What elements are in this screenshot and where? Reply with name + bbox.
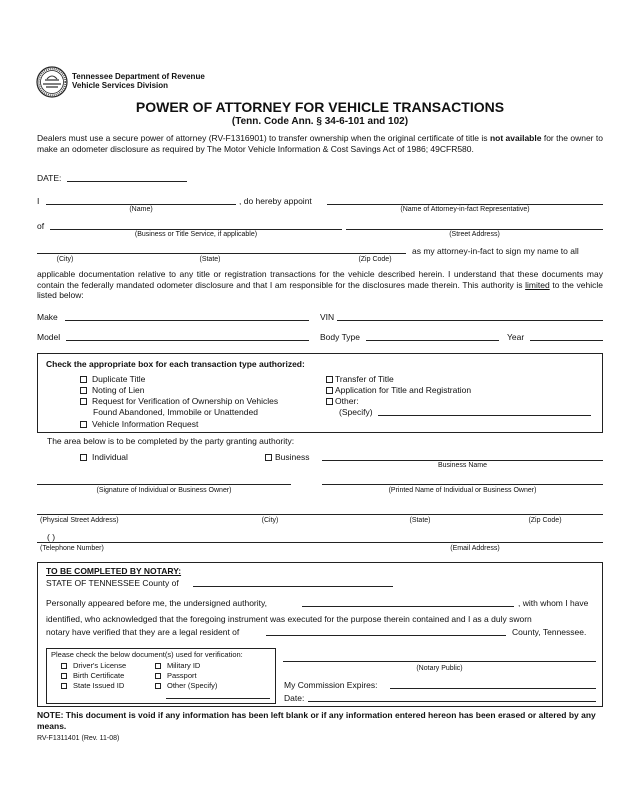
year-label: Year bbox=[507, 332, 525, 342]
division-name: Vehicle Services Division bbox=[72, 81, 169, 90]
grantor-zip-caption: (Zip Code) bbox=[528, 517, 562, 524]
checkbox-other[interactable] bbox=[326, 396, 359, 406]
resident-county-field[interactable] bbox=[266, 635, 506, 636]
of-label: of bbox=[37, 221, 45, 231]
model-field[interactable] bbox=[66, 340, 309, 341]
checkbox-icon[interactable] bbox=[80, 421, 87, 428]
checkbox-vehicle-info-request[interactable] bbox=[80, 419, 198, 429]
option-label: State Issued ID bbox=[73, 681, 125, 690]
body-type-field[interactable] bbox=[366, 340, 499, 341]
county-tennessee: County, Tennessee. bbox=[512, 627, 587, 637]
notary-date-field[interactable] bbox=[308, 701, 596, 702]
county-field[interactable] bbox=[193, 586, 393, 587]
business-field[interactable] bbox=[50, 229, 342, 230]
printed-name-caption: (Printed Name of Individual or Business Owner) bbox=[388, 487, 537, 494]
street-field[interactable] bbox=[346, 229, 603, 230]
checkbox-application-title[interactable] bbox=[326, 385, 471, 395]
checkbox-birth-certificate[interactable] bbox=[61, 671, 124, 680]
checkbox-icon[interactable] bbox=[61, 663, 67, 669]
street-caption: (Street Address) bbox=[449, 231, 500, 238]
checkbox-business[interactable] bbox=[265, 452, 310, 462]
form-id: RV-F1311401 (Rev. 11-08) bbox=[37, 735, 120, 742]
checkbox-individual[interactable] bbox=[80, 452, 128, 462]
authority-limited: limited bbox=[525, 279, 550, 290]
checkbox-icon[interactable] bbox=[326, 387, 333, 394]
checkbox-drivers-license[interactable] bbox=[61, 661, 126, 670]
business-caption: (Business or Title Service, if applicable) bbox=[134, 231, 258, 238]
authority-text-1: applicable documentation relative to any title or registration transactions for the vehicle described herein. I understand that these documents may contain the federally mandated odometer disclosure and that I am responsible for the disclosures made therein. This authority is bbox=[37, 269, 603, 290]
option-label: Request for Verification of Ownership on Vehicles bbox=[92, 396, 279, 406]
state-county-label: STATE OF TENNESSEE County of bbox=[46, 578, 179, 588]
verification-continued: Found Abandoned, Immobile or Unattended bbox=[93, 407, 258, 417]
business-name-field[interactable] bbox=[322, 460, 603, 461]
verification-docs-heading: Please check the below document(s) used for verification: bbox=[51, 650, 243, 659]
vin-field[interactable] bbox=[337, 320, 603, 321]
checkbox-icon[interactable] bbox=[80, 387, 87, 394]
checkbox-noting-of-lien[interactable] bbox=[80, 385, 144, 395]
option-label: Other (Specify) bbox=[167, 681, 218, 690]
body-type-label: Body Type bbox=[320, 332, 361, 342]
phone-email-field[interactable] bbox=[37, 542, 603, 543]
checkbox-duplicate-title[interactable] bbox=[80, 374, 145, 384]
date-field[interactable] bbox=[67, 181, 187, 182]
checkbox-icon[interactable] bbox=[80, 454, 87, 461]
make-field[interactable] bbox=[65, 320, 309, 321]
i-label: I bbox=[37, 196, 40, 206]
vin-label: VIN bbox=[320, 312, 335, 322]
do-hereby-appoint: , do hereby appoint bbox=[239, 196, 312, 206]
authority-paragraph bbox=[37, 269, 603, 301]
option-label: Vehicle Information Request bbox=[92, 419, 199, 429]
checkbox-icon[interactable] bbox=[80, 398, 87, 405]
intro-paragraph bbox=[37, 133, 603, 155]
checkbox-state-id[interactable] bbox=[61, 681, 124, 690]
checkbox-icon[interactable] bbox=[155, 673, 161, 679]
specify-label: (Specify) bbox=[339, 407, 373, 417]
checkbox-icon[interactable] bbox=[61, 673, 67, 679]
intro-text-1: Dealers must use a secure power of attorney (RV-F1316901) to transfer ownership when the original certificate of title is bbox=[37, 133, 490, 143]
notary-public-caption: (Notary Public) bbox=[416, 665, 463, 672]
appeared-name-field[interactable] bbox=[302, 606, 514, 607]
notary-signature-field[interactable] bbox=[283, 661, 596, 662]
page-subtitle: (Tenn. Code Ann. § 34-6-101 and 102) bbox=[231, 116, 409, 127]
make-label: Make bbox=[37, 312, 58, 322]
other-doc-field[interactable] bbox=[166, 698, 270, 699]
notary-heading: TO BE COMPLETED BY NOTARY: bbox=[46, 566, 182, 576]
specify-field[interactable] bbox=[378, 415, 591, 416]
resident-label: notary have verified that they are a legal resident of bbox=[46, 627, 240, 637]
checkbox-military-id[interactable] bbox=[155, 661, 200, 670]
sign-text: as my attorney-in-fact to sign my name to all bbox=[412, 246, 579, 256]
checkbox-icon[interactable] bbox=[326, 398, 333, 405]
zip-caption: (Zip Code) bbox=[358, 256, 392, 263]
intro-bold: not available bbox=[489, 133, 542, 143]
authority-text-2: to the vehicle listed below: bbox=[37, 279, 604, 300]
notary-date-label: Date: bbox=[284, 693, 305, 703]
option-label: Individual bbox=[92, 452, 128, 462]
void-note: NOTE: This document is void if any information has been left blank or if any information entered hereon has been erased or altered by any means. bbox=[37, 710, 596, 731]
checkbox-icon[interactable] bbox=[155, 663, 161, 669]
physical-street-caption: (Physical Street Address) bbox=[40, 517, 119, 524]
intro-text-2: for the owner to make an odometer disclosure as required by The Motor Vehicle Information & Cost Savings Act of 1986; 49CFR580. bbox=[37, 133, 603, 154]
department-name: Tennessee Department of Revenue bbox=[72, 72, 205, 81]
checkbox-verification-ownership[interactable] bbox=[80, 396, 278, 406]
commission-field[interactable] bbox=[390, 688, 596, 689]
checkbox-icon[interactable] bbox=[265, 454, 272, 461]
option-label: Duplicate Title bbox=[92, 374, 146, 384]
name-caption: (Name) bbox=[129, 206, 153, 213]
transaction-heading: Check the appropriate box for each transaction type authorized: bbox=[46, 359, 305, 369]
business-name-caption: Business Name bbox=[437, 462, 488, 469]
signature-field[interactable] bbox=[37, 484, 291, 485]
checkbox-transfer-title[interactable] bbox=[326, 374, 394, 384]
appeared-label: Personally appeared before me, the undersigned authority, bbox=[46, 598, 267, 608]
checkbox-passport[interactable] bbox=[155, 671, 197, 680]
grantor-intro: The area below is to be completed by the party granting authority: bbox=[47, 436, 295, 446]
signature-caption: (Signature of Individual or Business Owner) bbox=[96, 487, 232, 494]
checkbox-icon[interactable] bbox=[326, 376, 333, 383]
checkbox-icon[interactable] bbox=[80, 376, 87, 383]
option-label: Other: bbox=[335, 396, 359, 406]
option-label: Business bbox=[275, 452, 310, 462]
grantor-city-caption: (City) bbox=[261, 517, 279, 524]
checkbox-other-doc[interactable] bbox=[155, 681, 217, 690]
option-label: Application for Title and Registration bbox=[335, 385, 472, 395]
phone-caption: (Telephone Number) bbox=[40, 545, 104, 552]
state-seal-icon bbox=[36, 66, 68, 98]
year-field[interactable] bbox=[530, 340, 603, 341]
state-seal bbox=[36, 66, 68, 98]
grantor-address-field[interactable] bbox=[37, 514, 603, 515]
with-whom-label: , with whom I have bbox=[518, 598, 589, 608]
grantor-state-caption: (State) bbox=[409, 517, 431, 524]
printed-name-field[interactable] bbox=[322, 484, 603, 485]
option-label: Passport bbox=[167, 671, 197, 680]
option-label: Birth Certificate bbox=[73, 671, 125, 680]
option-label: Military ID bbox=[167, 661, 201, 670]
city-state-zip-field[interactable] bbox=[37, 253, 406, 254]
page-title: POWER OF ATTORNEY FOR VEHICLE TRANSACTIONS bbox=[135, 99, 505, 115]
date-label: DATE: bbox=[37, 173, 62, 183]
option-label: Transfer of Title bbox=[335, 374, 394, 384]
city-caption: (City) bbox=[56, 256, 74, 263]
grantor-name-field[interactable] bbox=[46, 204, 236, 205]
checkbox-icon[interactable] bbox=[155, 683, 161, 689]
option-label: Driver's License bbox=[73, 661, 127, 670]
state-caption: (State) bbox=[199, 256, 221, 263]
checkbox-icon[interactable] bbox=[61, 683, 67, 689]
attorney-name-field[interactable] bbox=[327, 204, 603, 205]
option-label: Noting of Lien bbox=[92, 385, 145, 395]
attorney-caption: (Name of Attorney-in-fact Representative) bbox=[400, 206, 530, 213]
commission-label: My Commission Expires: bbox=[284, 680, 378, 690]
email-caption: (Email Address) bbox=[450, 545, 500, 552]
phone-parens: ( ) bbox=[47, 532, 56, 542]
model-label: Model bbox=[37, 332, 61, 342]
identified-text: identified, who acknowledged that the foregoing instrument was executed for the purpose therein contained and I as a duly sworn bbox=[46, 614, 532, 624]
